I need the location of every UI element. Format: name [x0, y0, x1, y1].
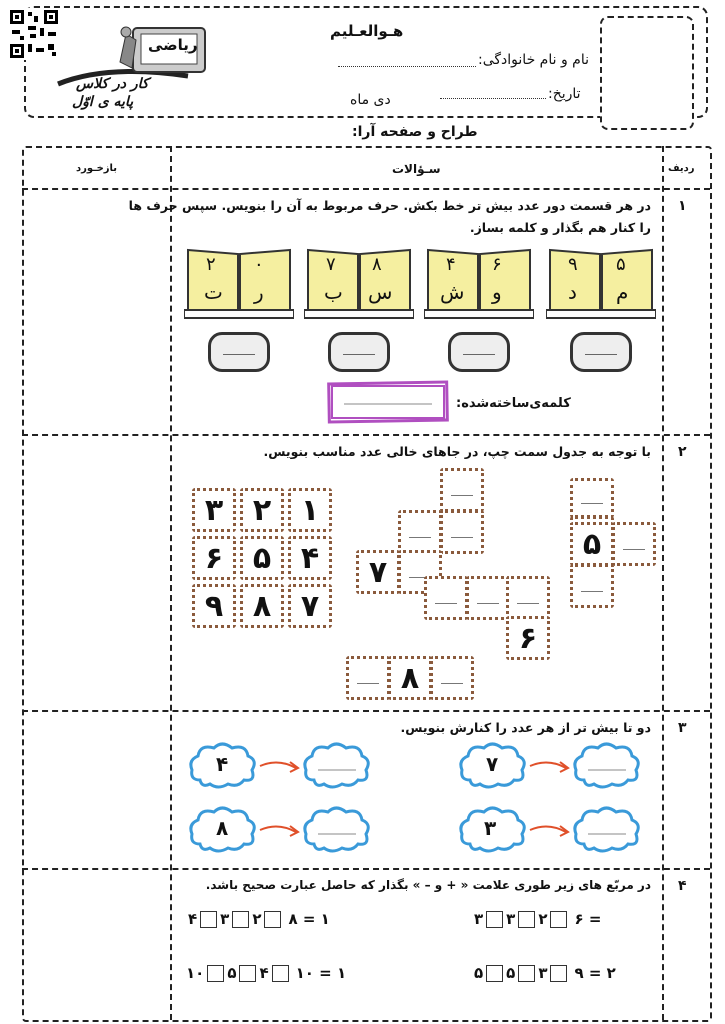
col-divider-left — [170, 146, 172, 1020]
book-3-right-num: ۸ — [372, 254, 382, 275]
grid-cell-2: ۲ — [240, 488, 284, 532]
bismillah: هـوالعـلیم — [330, 22, 404, 40]
letter-answer-box-3[interactable] — [328, 332, 390, 372]
subject-badge: ریاضی — [148, 36, 198, 54]
grid-cell-1: ۱ — [288, 488, 332, 532]
name-label: نام و نام خانوادگی: — [478, 52, 589, 68]
equation-bottom-left — [186, 964, 346, 982]
stair7-given: ۷ — [356, 550, 400, 594]
book-4 — [184, 240, 294, 320]
word-label: کلمه‌ی‌ساخته‌شده: — [456, 396, 571, 411]
eq-br-res: ۹ = ۲ — [574, 964, 616, 982]
q1-number: ۱ — [678, 198, 687, 214]
book-1-left-num: ۹ — [568, 254, 578, 275]
book-3 — [304, 240, 414, 320]
letter-answer-box-2[interactable] — [448, 332, 510, 372]
stair7-mid[interactable] — [398, 510, 442, 554]
row-divider-1 — [22, 434, 710, 436]
sign-box[interactable] — [518, 911, 535, 928]
equation-bottom-right — [474, 964, 616, 982]
cloud-top-right-answer[interactable] — [572, 740, 642, 790]
eq-tl-c: ۲ — [252, 910, 262, 928]
arrow-bottom-right — [528, 820, 572, 844]
row6-1[interactable] — [424, 576, 468, 620]
designer-label: طراح و صفحه آرا: — [352, 124, 478, 140]
book-1-right-letter: م — [616, 280, 629, 304]
q1-text-line1: در هر قسمت دور عدد بیش تر خط بکش. حرف مربوط به آن را بنویس. سپس حرف ها — [128, 198, 651, 213]
row-divider-2 — [22, 710, 710, 712]
grid-cell-6: ۶ — [192, 536, 236, 580]
row8-left[interactable] — [346, 656, 390, 700]
eq-tl-a: ۴ — [188, 910, 198, 928]
q2-number: ۲ — [678, 444, 687, 460]
eq-br-c: ۳ — [538, 964, 548, 982]
book-4-right-letter: ر — [254, 280, 264, 304]
book-4-right-num: ۰ — [254, 254, 264, 275]
eq-bl-a: ۱۰ — [186, 964, 205, 982]
q4-number: ۴ — [678, 878, 687, 894]
grid-cell-3: ۳ — [192, 488, 236, 532]
book-2-left-letter: ش — [440, 280, 465, 304]
q3-given-top-right: ۷ — [486, 752, 499, 776]
book-1 — [546, 240, 656, 320]
eq-br-a: ۵ — [474, 964, 484, 982]
header-row-divider — [22, 188, 710, 190]
sign-box[interactable] — [486, 965, 503, 982]
book-2-right-num: ۶ — [492, 254, 502, 275]
q3-number: ۳ — [678, 720, 687, 736]
sign-box[interactable] — [518, 965, 535, 982]
eq-tl-b: ۳ — [220, 910, 230, 928]
sign-box[interactable] — [550, 911, 567, 928]
date-label: تاریخ: — [548, 86, 581, 102]
letter-answer-box-4[interactable] — [208, 332, 270, 372]
arrow-top-right — [528, 756, 572, 780]
eq-tl-d: ۸ = ۱ — [288, 910, 330, 928]
book-1-left-letter: د — [568, 280, 577, 304]
q4-text: در مربّع های زیر طوری علامت « + و – » بگذار که حاصل عبارت صحیح باشد. — [205, 878, 651, 892]
cross5-center: ۵ — [570, 522, 614, 566]
row8-given: ۸ — [388, 656, 432, 700]
book-4-left-letter: ت — [204, 280, 223, 304]
stair7-mid2[interactable] — [440, 510, 484, 554]
eq-tr-c: ۲ — [538, 910, 548, 928]
q3-text: دو تا بیش تر از هر عدد را کنارش بنویس. — [400, 720, 651, 735]
grid-cell-8: ۸ — [240, 584, 284, 628]
sign-box[interactable] — [486, 911, 503, 928]
eq-bl-c: ۴ — [259, 964, 269, 982]
arrow-bottom-left — [258, 820, 302, 844]
book-1-right-num: ۵ — [616, 254, 626, 275]
sign-box[interactable] — [200, 911, 217, 928]
class-work-label: کار در کلاس — [76, 76, 149, 92]
q3-given-bottom-left: ۸ — [216, 816, 229, 840]
grid-cell-4: ۴ — [288, 536, 332, 580]
row-divider-3 — [22, 868, 710, 870]
equation-top-left — [188, 910, 330, 928]
sign-box[interactable] — [207, 965, 224, 982]
eq-tr-res: ۶ = — [574, 910, 602, 928]
eq-bl-d: ۱۰ = ۱ — [295, 964, 347, 982]
cloud-top-left-answer[interactable] — [302, 740, 372, 790]
sign-box[interactable] — [264, 911, 281, 928]
row8-right[interactable] — [430, 656, 474, 700]
cloud-bottom-left-answer[interactable] — [302, 804, 372, 854]
col-header-questions: سـؤالات — [392, 162, 441, 176]
grid-cell-9: ۹ — [192, 584, 236, 628]
letter-answer-box-1[interactable] — [570, 332, 632, 372]
book-2-left-num: ۴ — [446, 254, 456, 275]
book-3-left-num: ۷ — [326, 254, 336, 275]
sign-box[interactable] — [232, 911, 249, 928]
q2-text: با توجه به جدول سمت چپ، در جاهای خالی عدد مناسب بنویس. — [263, 444, 651, 459]
arrow-top-left — [258, 756, 302, 780]
eq-br-b: ۵ — [506, 964, 516, 982]
cross5-bottom[interactable] — [570, 564, 614, 608]
grid-cell-7: ۷ — [288, 584, 332, 628]
q3-given-top-left: ۴ — [216, 752, 229, 776]
book-3-right-letter: س — [368, 280, 393, 304]
book-4-left-num: ۲ — [206, 254, 216, 275]
cloud-bottom-right-answer[interactable] — [572, 804, 642, 854]
book-3-left-letter: ب — [324, 280, 343, 304]
stair7-top[interactable] — [440, 468, 484, 512]
grid-cell-5: ۵ — [240, 536, 284, 580]
col-divider-right — [662, 146, 664, 1020]
eq-tr-b: ۳ — [506, 910, 516, 928]
book-2-right-letter: و — [492, 280, 502, 304]
date-field[interactable] — [440, 98, 546, 99]
col-header-row: ردیف — [668, 163, 695, 174]
cross5-right[interactable] — [612, 522, 656, 566]
row6-2[interactable] — [466, 576, 510, 620]
sign-box[interactable] — [272, 965, 289, 982]
cross5-top[interactable] — [570, 478, 614, 518]
name-field[interactable] — [338, 66, 476, 67]
equation-top-right — [474, 910, 601, 928]
eq-bl-b: ۵ — [227, 964, 237, 982]
sign-box[interactable] — [239, 965, 256, 982]
sign-box[interactable] — [550, 965, 567, 982]
eq-tr-a: ۳ — [474, 910, 484, 928]
q3-given-bottom-right: ۳ — [484, 816, 497, 840]
row6-3[interactable] — [506, 576, 550, 620]
header-right-box — [600, 16, 694, 130]
grade-label: پایه ی اوّل — [72, 94, 134, 110]
col-header-feedback: بازخـورد — [76, 163, 118, 174]
month-label: دی ماه — [350, 92, 391, 108]
row6-given: ۶ — [506, 616, 550, 660]
word-answer-box[interactable] — [326, 380, 450, 424]
q1-text-line2: را کنار هم بگذار و کلمه بساز. — [469, 220, 651, 235]
